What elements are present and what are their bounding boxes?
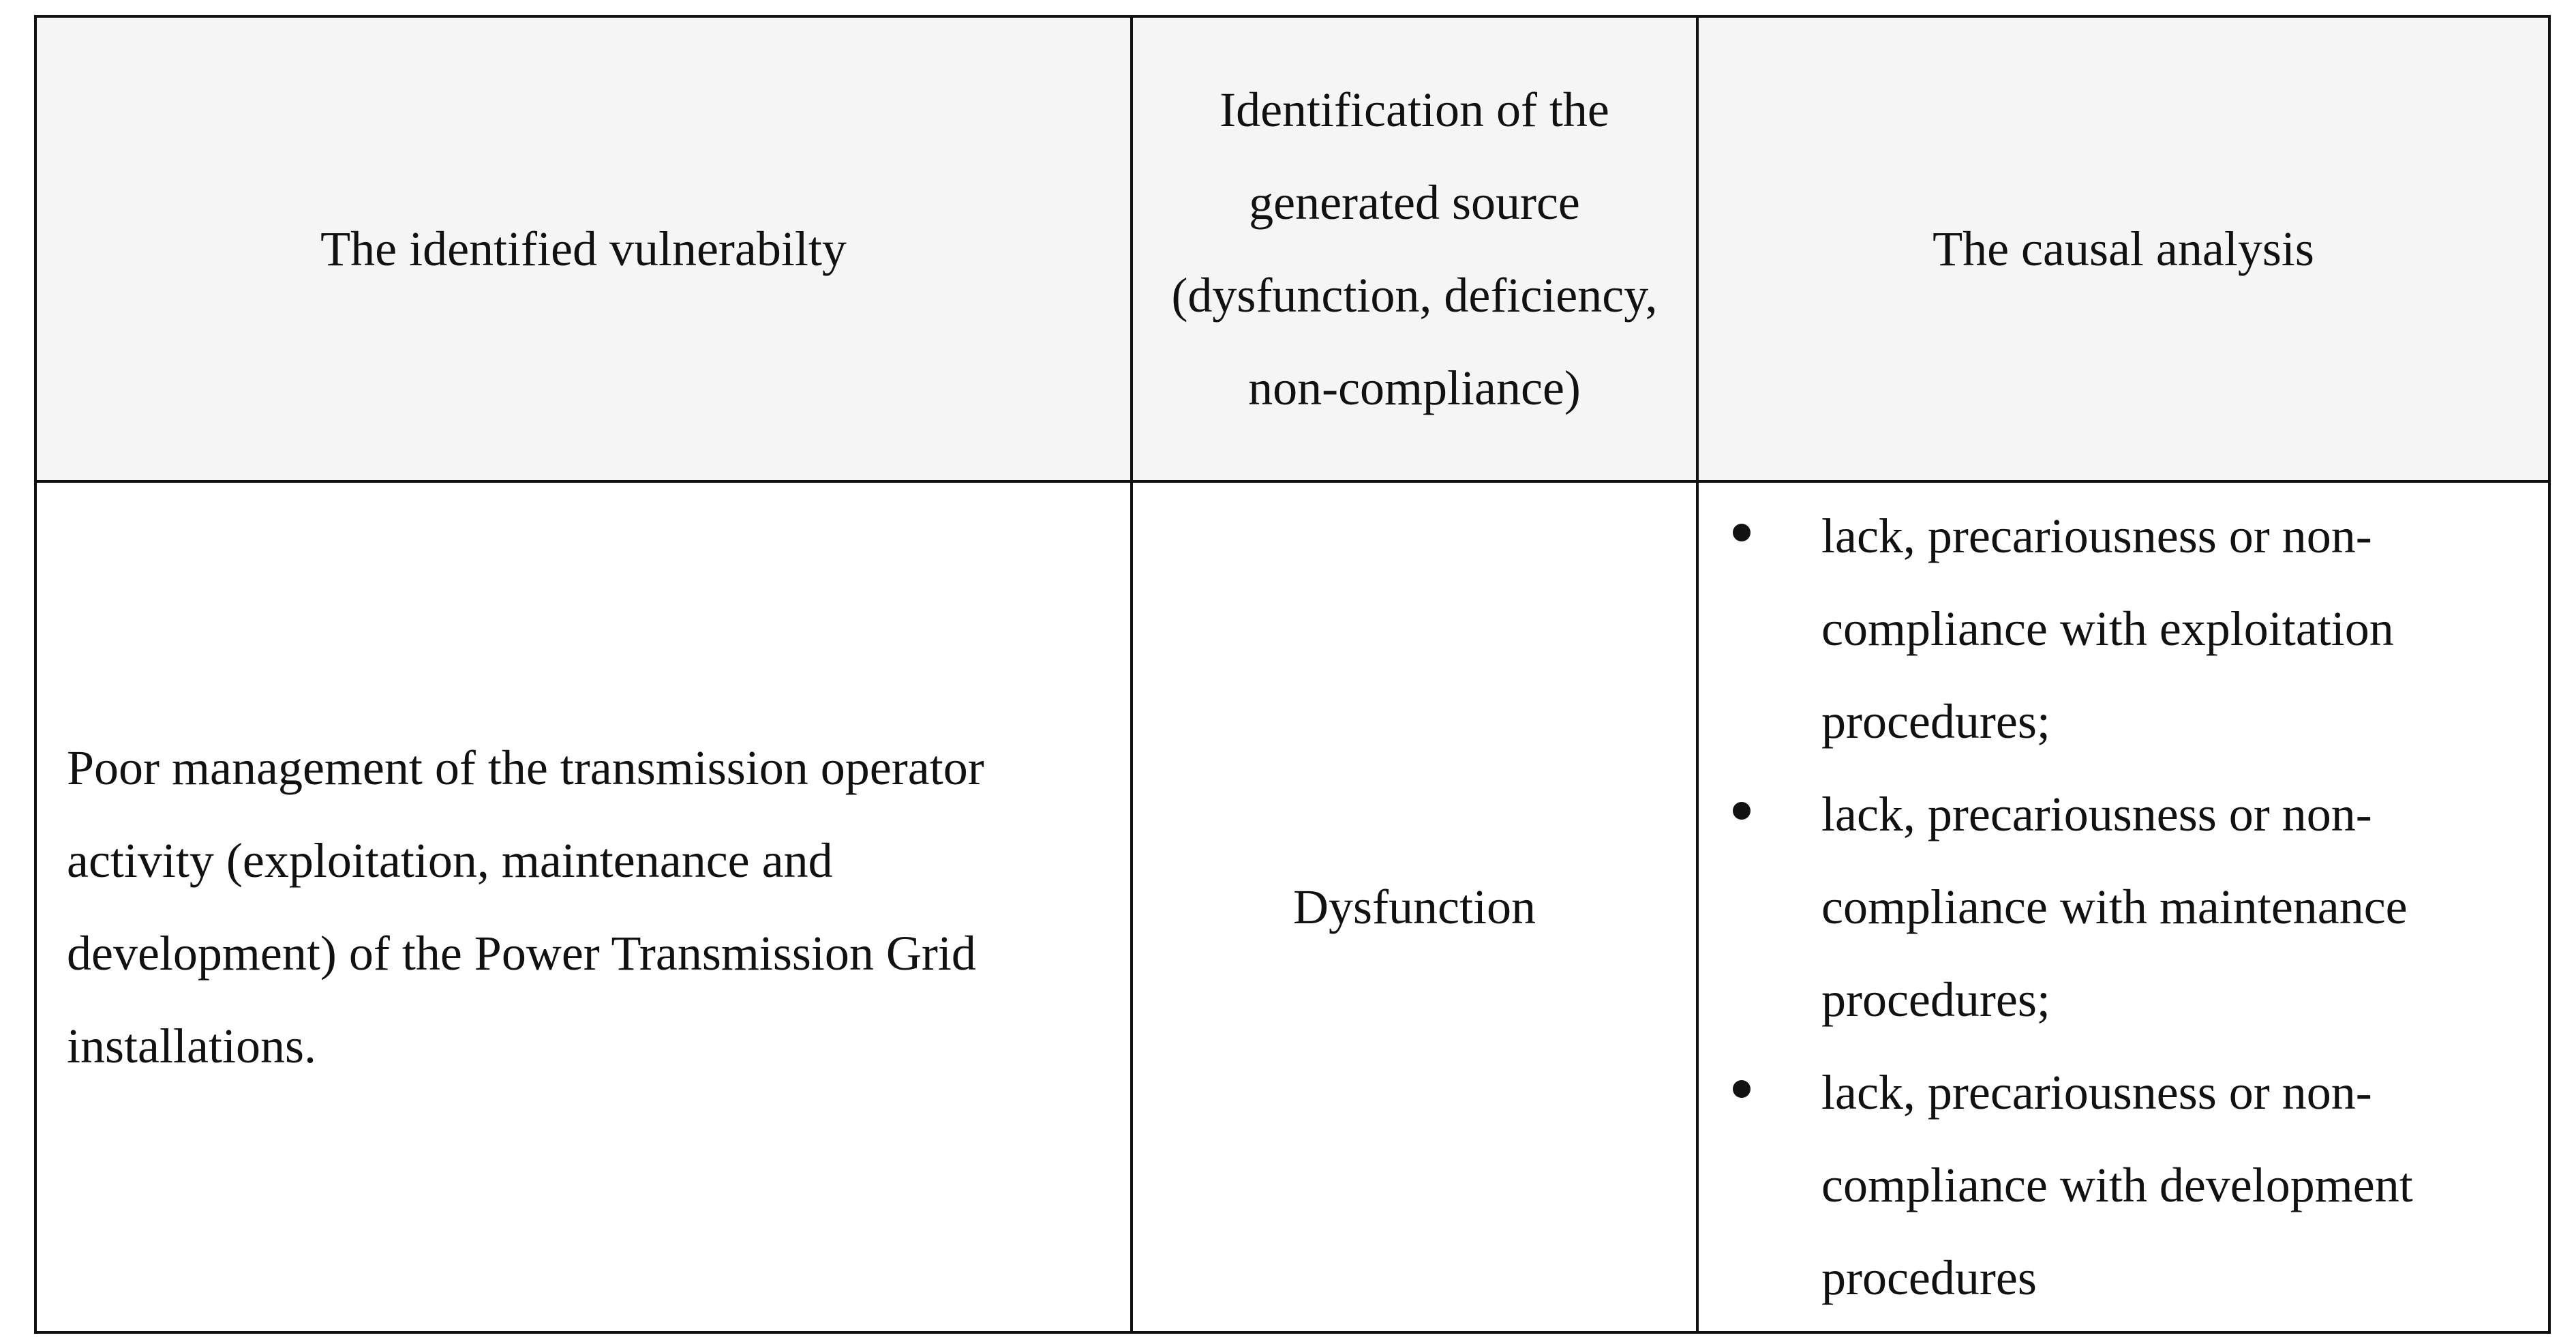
header-vulnerability-text: The identified vulnerabilty [320, 222, 847, 276]
cell-causal-analysis [1697, 481, 2549, 1332]
bullet-icon [1733, 1080, 1751, 1098]
header-vulnerability [35, 16, 1132, 481]
table-header-row [35, 16, 2549, 481]
header-causal-analysis-text: The causal analysis [1933, 222, 2314, 276]
source-text: Dysfunction [1293, 880, 1536, 934]
causal-item-text: lack, precariousness or non-compliance with exploitation procedures; [1821, 509, 2394, 749]
list-item [1699, 1046, 2528, 1324]
cell-generated-source [1132, 481, 1697, 1332]
header-generated-source-text: Identification of the generated source (dysfunction, deficiency, non-compliance) [1171, 83, 1658, 415]
vulnerability-table [34, 15, 2551, 1334]
vulnerability-text: Poor management of the transmission operator activity (exploitation, maintenance and development) of the Power Transmission Grid installations. [67, 741, 984, 1073]
causal-analysis-list [1699, 490, 2528, 1324]
header-causal-analysis [1697, 16, 2549, 481]
bullet-icon [1733, 802, 1751, 820]
cell-vulnerability [35, 481, 1132, 1332]
causal-item-text: lack, precariousness or non-compliance with development procedures [1821, 1065, 2413, 1305]
bullet-icon [1733, 524, 1751, 541]
causal-item-text: lack, precariousness or non-compliance with maintenance procedures; [1821, 787, 2408, 1027]
list-item [1699, 490, 2528, 768]
table-row [35, 481, 2549, 1332]
list-item [1699, 768, 2528, 1046]
header-generated-source [1132, 16, 1697, 481]
